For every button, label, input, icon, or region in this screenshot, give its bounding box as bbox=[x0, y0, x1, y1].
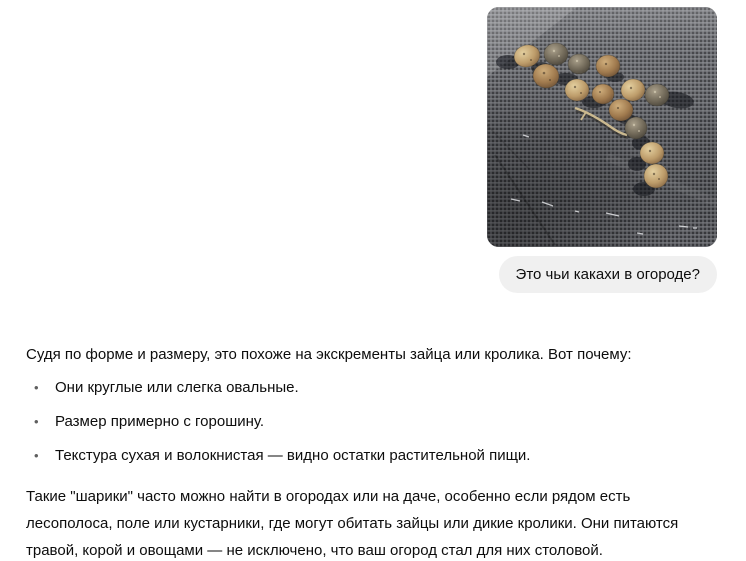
droppings-photo bbox=[487, 7, 717, 247]
bullet-marker: • bbox=[34, 414, 39, 429]
fabric-background bbox=[487, 7, 717, 247]
assistant-outro: Такие "шарики" часто можно найти в огородах или на даче, особенно если рядом есть лесополоса, поле или кустарники, где могут обитать зайцы или дикие кролики. Они питаются травой, корой и овощами — не исключено, что ваш огород стал для них столовой. bbox=[26, 488, 679, 559]
user-attachment-image[interactable] bbox=[487, 7, 717, 247]
list-item bbox=[26, 442, 718, 469]
bullet-marker: • bbox=[34, 380, 39, 395]
assistant-bullet-list bbox=[26, 374, 718, 469]
assistant-message bbox=[26, 341, 718, 561]
user-message-bubble bbox=[499, 256, 717, 293]
list-item-text: Размер примерно с горошину. bbox=[55, 413, 265, 430]
list-item-text: Текстура сухая и волокнистая — видно остатки растительной пищи. bbox=[55, 447, 531, 464]
list-item bbox=[26, 408, 718, 435]
bullet-marker: • bbox=[34, 448, 39, 463]
user-message-text: Это чьи какахи в огороде? bbox=[515, 266, 700, 283]
list-item-text: Они круглые или слегка овальные. bbox=[55, 379, 299, 396]
list-item bbox=[26, 374, 718, 401]
assistant-intro: Судя по форме и размеру, это похоже на экскременты зайца или кролика. Вот почему: bbox=[26, 346, 632, 363]
